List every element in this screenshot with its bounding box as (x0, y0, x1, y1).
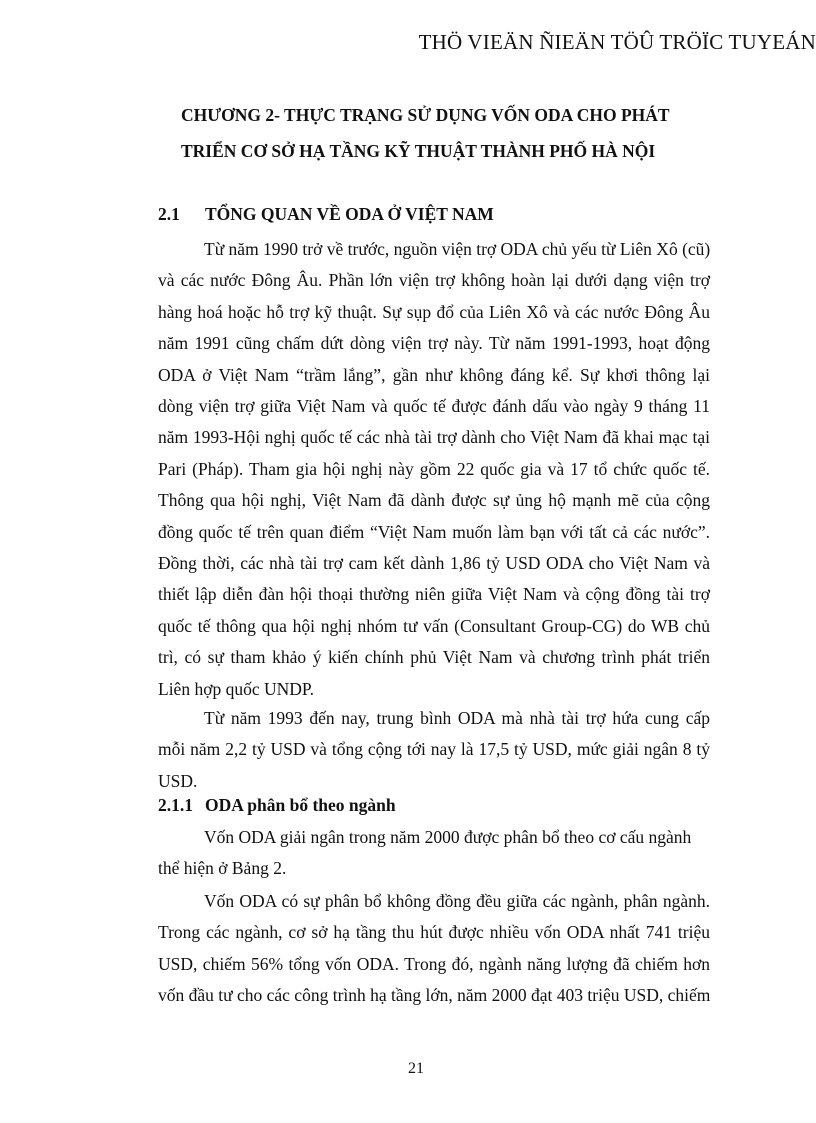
text-line: và các nước Đông Âu. Phần lớn viện trợ không hoàn lại dưới dạng viện trợ (158, 270, 710, 291)
text-line: ODA ở Việt Nam “trầm lắng”, gần như không đáng kể. Sự khơi thông lại (158, 364, 710, 385)
chapter-title-line-2: TRIỂN CƠ SỞ HẠ TẦNG KỸ THUẬT THÀNH PHỐ HÀ NỘI (181, 141, 656, 161)
chapter-title (181, 97, 741, 169)
paragraph-oda-history (158, 234, 710, 705)
subsection-number: 2.1.1 (158, 795, 193, 815)
text-line: đồng quốc tế trên quan điểm “Việt Nam muốn làm bạn với tất cả các nước”. (158, 521, 710, 542)
text-line: hàng hoá hoặc hỗ trợ kỹ thuật. Sự sụp đổ của Liên Xô và các nước Đông Âu (158, 301, 710, 322)
text-line: Từ năm 1990 trở về trước, nguồn viện trợ ODA chủ yếu từ Liên Xô (cũ) (204, 239, 711, 259)
text-line: Trong các ngành, cơ sở hạ tầng thu hút được nhiều vốn ODA nhất 741 triệu (158, 922, 710, 943)
paragraph-allocation-detail (158, 886, 710, 1012)
text-line: USD, chiếm 56% tổng vốn ODA. Trong đó, ngành năng lượng đã chiếm hơn (158, 953, 710, 974)
text-line: USD. (158, 770, 198, 791)
text-line: trì, có sự tham khảo ý kiến chính phủ Việt Nam và chương trình phát triển (158, 647, 710, 668)
text-line: Vốn ODA giải ngân trong năm 2000 được phân bổ theo cơ cấu ngành (204, 827, 692, 847)
text-line: thiết lập diễn đàn hội thoại thường niên giữa Việt Nam và cộng đồng tài trợ (158, 584, 710, 605)
text-line: năm 1991 cũng chấm dứt dòng viện trợ này. Từ năm 1991-1993, hoạt động (158, 333, 710, 354)
chapter-title-line-1: CHƯƠNG 2- THỰC TRẠNG SỬ DỤNG VỐN ODA CHO PHÁT (181, 105, 670, 125)
text-line: quốc tế thông qua hội nghị nhóm tư vấn (Consultant Group-CG) do WB chủ (158, 615, 710, 636)
section-heading (158, 204, 494, 225)
section-number: 2.1 (158, 204, 180, 224)
text-line: Đồng thời, các nhà tài trợ cam kết dành 1,86 tỷ USD ODA cho Việt Nam và (158, 553, 710, 574)
text-line: Liên hợp quốc UNDP. (158, 678, 315, 699)
subsection-title: ODA phân bổ theo ngành (205, 795, 396, 815)
text-line: Vốn ODA có sự phân bổ không đồng đều giữa các ngành, phân ngành. (204, 891, 710, 911)
section-title: TỔNG QUAN VỀ ODA Ở VIỆT NAM (205, 204, 494, 224)
text-line: Từ năm 1993 đến nay, trung bình ODA mà nhà tài trợ hứa cung cấp (204, 708, 710, 728)
paragraph-allocation-intro (158, 822, 710, 885)
text-line: năm 1993-Hội nghị quốc tế các nhà tài trợ dành cho Việt Nam đã khai mạc tại (158, 427, 710, 448)
text-line: Thông qua hội nghị, Việt Nam đã dành được sự ủng hộ mạnh mẽ của cộng (158, 490, 710, 511)
text-line: thể hiện ở Bảng 2. (158, 858, 287, 879)
library-header: THÖ VIEÄN ÑIEÄN TÖÛ TRÖÏC TUYEÁN (418, 30, 816, 54)
text-line: vốn đầu tư cho các công trình hạ tầng lớn, năm 2000 đạt 403 triệu USD, chiếm (158, 985, 711, 1006)
text-line: Pari (Pháp). Tham gia hội nghị này gồm 22 quốc gia và 17 tổ chức quốc tế. (158, 458, 710, 479)
text-line: dòng viện trợ giữa Việt Nam và quốc tế được đánh dấu vào ngày 9 tháng 11 (158, 396, 710, 417)
page-number: 21 (408, 1060, 424, 1077)
paragraph-oda-since-1993 (158, 703, 710, 797)
text-line: mỗi năm 2,2 tỷ USD và tổng cộng tới nay là 17,5 tỷ USD, mức giải ngân 8 tỷ (158, 739, 710, 760)
subsection-heading (158, 795, 396, 816)
